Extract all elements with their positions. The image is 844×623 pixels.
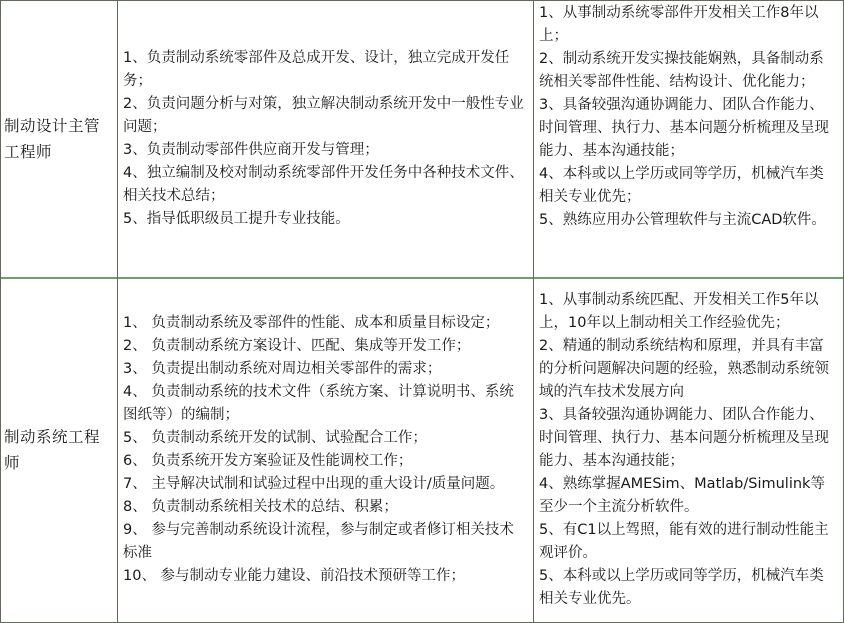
duty-item: 3、 负责提出制动系统对周边相关零部件的需求； <box>123 361 442 377</box>
requirement-item: 1、从事制动系统匹配、开发相关工作5年以上，10年以上制动相关工作经验优先； <box>539 292 819 331</box>
duties-list <box>123 47 527 231</box>
table-border-top <box>0 0 844 1</box>
requirement-item: 5、有C1以上驾照，能有效的进行制动性能主观评价。 <box>539 522 829 561</box>
duty-item: 1、负责制动系统零部件及总成开发、设计，独立完成开发任务； <box>123 49 510 89</box>
duty-item: 5、 负责制动系统开发的试制、试验配合工作； <box>123 430 427 446</box>
requirements-cell <box>533 277 844 623</box>
requirements-cell <box>533 0 844 277</box>
duty-item: 10、 参与制动专业能力建设、前沿技术预研等工作； <box>123 568 466 584</box>
requirement-item: 5、熟练应用办公管理软件与主流CAD软件。 <box>539 212 826 228</box>
requirement-item: 4、本科或以上学历或同等学历，机械汽车类相关专业优先； <box>539 166 824 205</box>
duties-cell <box>117 0 533 277</box>
requirement-item: 2、精通的制动系统结构和原理，并具有丰富的分析问题解决问题的经验，熟悉制动系统领域的汽车技术发展方向 <box>539 338 829 400</box>
duty-item: 2、负责问题分析与对策，独立解决制动系统开发中一般性专业问题； <box>123 95 524 135</box>
requirement-item: 1、从事制动系统零部件开发相关工作8年以上； <box>539 5 819 44</box>
duties-list <box>123 312 527 588</box>
table-border-left <box>0 0 1 623</box>
duty-item: 6、 负责系统开发方案验证及性能调校工作； <box>123 453 413 469</box>
duty-item: 3、负责制动零部件供应商开发与管理； <box>123 141 379 158</box>
position-title: 制动设计主管工程师 <box>4 116 101 161</box>
duty-item: 1、 负责制动系统及零部件的性能、成本和质量目标设定； <box>123 315 500 331</box>
requirement-item: 3、具备较强沟通协调能力、团队合作能力、时间管理、执行力、基本问题分析梳理及呈现能力、基本沟通技能； <box>539 97 829 159</box>
table-row <box>0 277 844 623</box>
duty-item: 7、 主导解决试制和试验过程中出现的重大设计/质量问题。 <box>123 476 505 492</box>
column-divider <box>533 0 534 623</box>
requirement-item: 5、本科或以上学历或同等学历，机械汽车类相关专业优先。 <box>539 568 824 607</box>
requirements-list <box>539 2 838 232</box>
duty-item: 4、独立编制及校对制动系统零部件开发任务中各种技术文件、相关技术总结； <box>123 164 524 204</box>
table-row <box>0 0 844 277</box>
duty-item: 4、 负责制动系统的技术文件（系统方案、计算说明书、系统图纸等）的编制； <box>123 384 514 423</box>
position-title-cell <box>0 277 117 623</box>
duty-item: 9、 参与完善制动系统设计流程，参与制定或者修订相关技术标准 <box>123 522 514 561</box>
row-divider <box>0 277 844 279</box>
duty-item: 5、指导低职级员工提升专业技能。 <box>123 210 350 227</box>
position-title: 制动系统工程师 <box>4 428 101 472</box>
requirements-list <box>539 289 838 611</box>
requirement-item: 4、熟练掌握AMESim、Matlab/Simulink等至少一个主流分析软件。 <box>539 476 825 515</box>
duty-item: 8、 负责制动系统相关技术的总结、积累； <box>123 499 398 515</box>
requirement-item: 3、具备较强沟通协调能力、团队合作能力、时间管理、执行力、基本问题分析梳理及呈现能力、基本沟通技能； <box>539 407 829 469</box>
column-divider <box>117 0 118 623</box>
duties-cell <box>117 277 533 623</box>
duty-item: 2、 负责制动系统方案设计、匹配、集成等开发工作； <box>123 338 471 354</box>
requirement-item: 2、制动系统开发实操技能娴熟，具备制动系统相关零部件性能、结构设计、优化能力； <box>539 51 824 90</box>
position-title-cell <box>0 0 117 277</box>
